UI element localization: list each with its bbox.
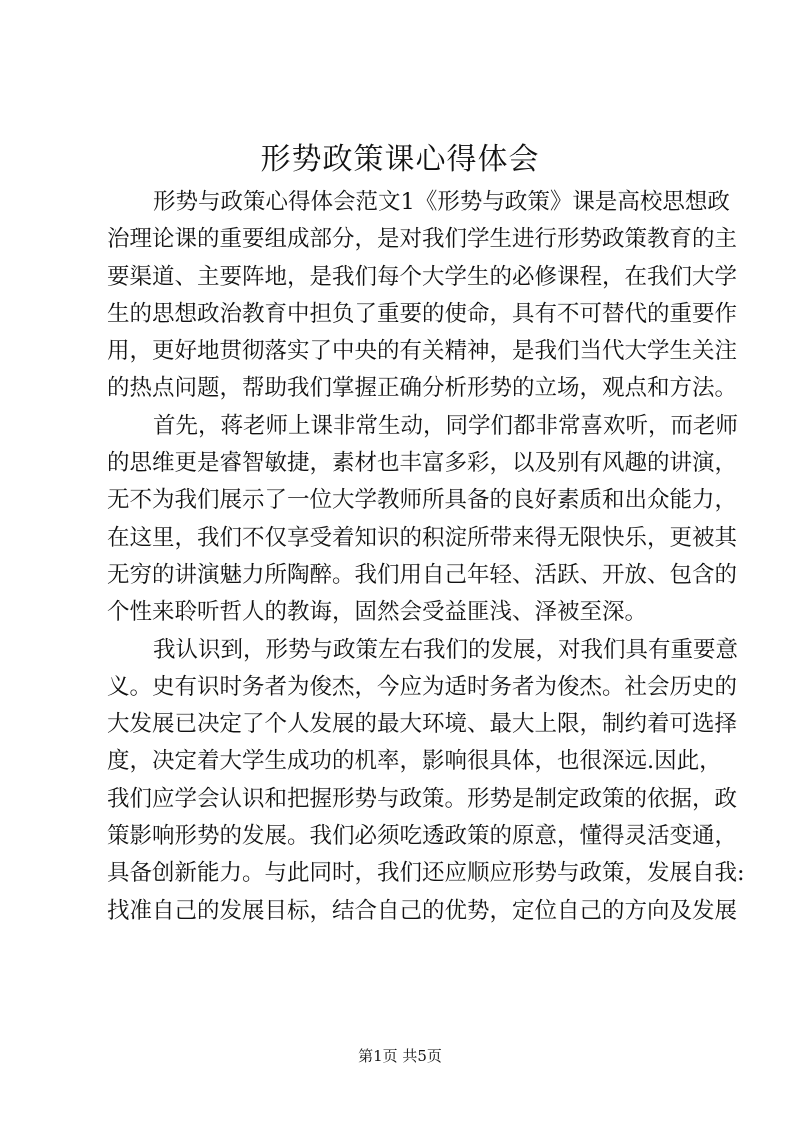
text-line: 无穷的讲演魅力所陶醉。我们用自己年轻、活跃、开放、包含的 bbox=[107, 561, 738, 588]
document-title: 形势政策课心得体会 bbox=[260, 142, 540, 177]
text-line: 个性来聆听哲人的教诲，固然会受益匪浅、泽被至深。 bbox=[107, 599, 648, 626]
text-line: 我认识到，形势与政策左右我们的发展，对我们具有重要意 bbox=[153, 636, 739, 663]
document-body bbox=[107, 184, 745, 930]
text-line: 的热点问题，帮助我们掌握正确分析形势的立场，观点和方法。 bbox=[107, 375, 738, 402]
text-line: 找准自己的发展目标，结合自己的优势，定位自己的方向及发展 bbox=[107, 897, 738, 924]
text-line: 形势与政策心得体会范文1《形势与政策》课是高校思想政 bbox=[153, 189, 730, 215]
text-line: 度，决定着大学生成功的机率，影响很具体，也很深远.因此， bbox=[107, 748, 722, 775]
text-line: 的思维更是睿智敏捷，素材也丰富多彩，以及别有风趣的讲演， bbox=[107, 450, 738, 477]
text-line: 大发展已决定了个人发展的最大环境、最大上限，制约着可选择 bbox=[107, 711, 738, 738]
page-footer bbox=[0, 1046, 800, 1066]
text-line: 我们应学会认识和把握形势与政策。形势是制定政策的依据，政 bbox=[107, 785, 738, 812]
text-line: 生的思想政治教育中担负了重要的使命，具有不可替代的重要作 bbox=[107, 300, 738, 327]
text-line: 无不为我们展示了一位大学教师所具备的良好素质和出众能力， bbox=[107, 487, 738, 514]
text-line: 在这里，我们不仅享受着知识的积淀所带来得无限快乐，更被其 bbox=[107, 524, 738, 551]
text-line: 治理论课的重要组成部分，是对我们学生进行形势政策教育的主 bbox=[107, 226, 738, 253]
text-line: 首先，蒋老师上课非常生动，同学们都非常喜欢听，而老师 bbox=[153, 412, 739, 439]
page-number-label: 第1页 共5页 bbox=[358, 1047, 442, 1065]
text-line: 要渠道、主要阵地，是我们每个大学生的必修课程，在我们大学 bbox=[107, 263, 738, 290]
text-line: 用，更好地贯彻落实了中央的有关精神，是我们当代大学生关注 bbox=[107, 338, 738, 365]
text-line: 策影响形势的发展。我们必须吃透政策的原意，懂得灵活变通， bbox=[107, 823, 738, 850]
text-line: 义。史有识时务者为俊杰，今应为适时务者为俊杰。社会历史的 bbox=[107, 673, 738, 700]
text-line: 具备创新能力。与此同时，我们还应顺应形势与政策，发展自我: bbox=[107, 860, 745, 887]
